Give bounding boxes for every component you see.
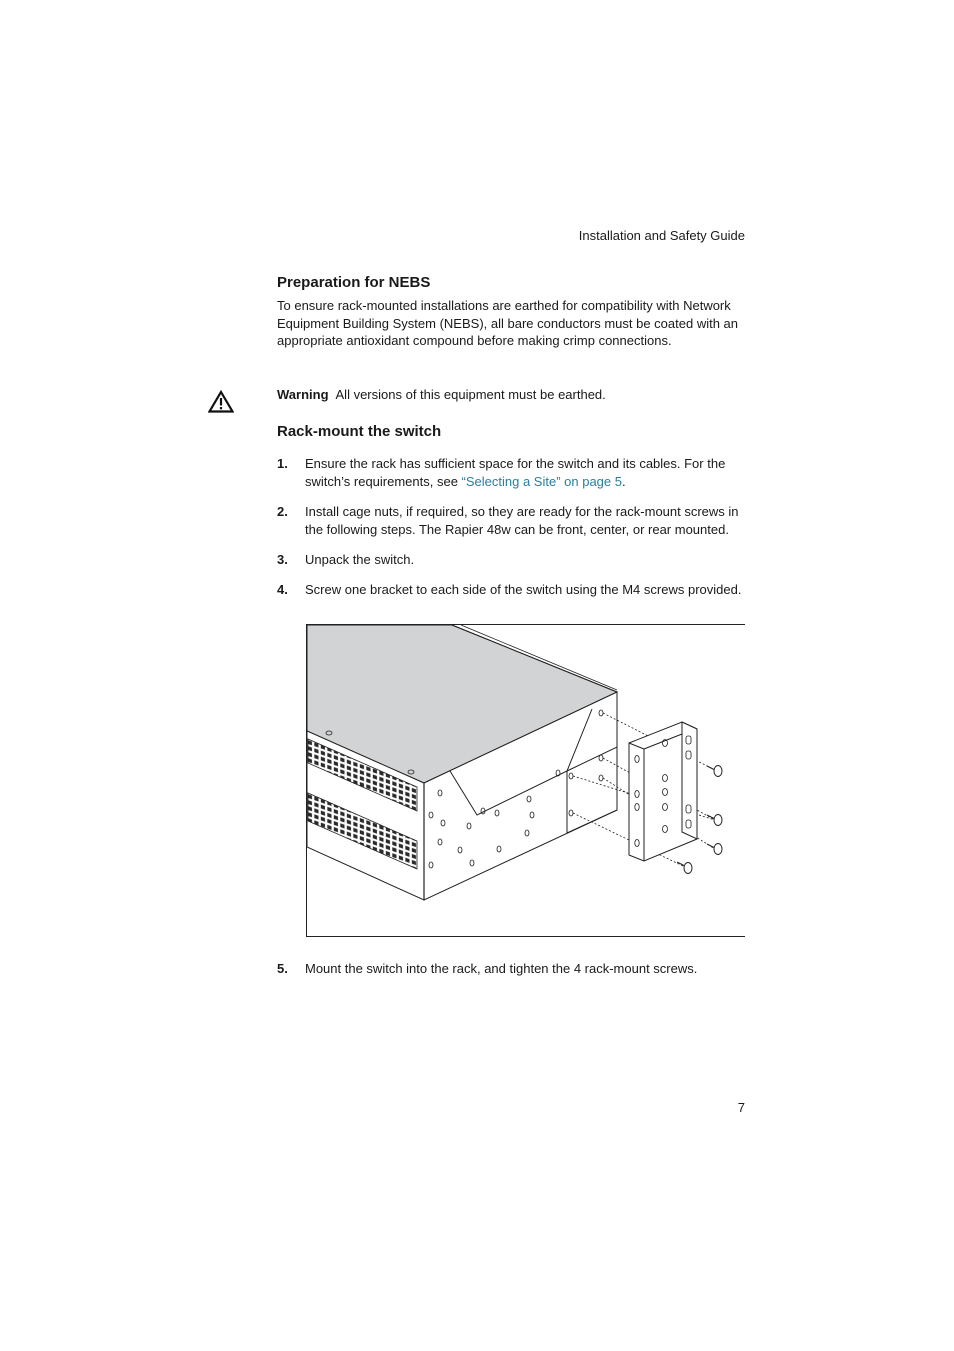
step-text-part: . — [621, 473, 626, 489]
warning-note — [277, 386, 747, 403]
step-text — [305, 455, 747, 490]
selecting-a-site-link[interactable]: “Selecting a Site” on page 5 — [461, 473, 622, 489]
step-text: Install cage nuts, if required, so they are ready for the rack-mount screws in the following steps. The Rapier 48w can be front, center, or rear mounted. — [305, 504, 739, 537]
warning-text: All versions of this equipment must be earthed. — [335, 387, 606, 402]
switch-bracket-illustration — [307, 625, 745, 937]
step-number: 2. — [277, 504, 288, 519]
step-text: Mount the switch into the rack, and tighten the 4 rack-mount screws. — [305, 961, 698, 976]
page-number: 7 — [737, 1100, 745, 1115]
step-text-part: Ensure the rack has sufficient space for the switch and its cables. For the switch’s requirements, see — [305, 456, 726, 489]
rack-bracket — [629, 722, 697, 861]
bracket-installation-figure — [306, 624, 745, 937]
step-1 — [277, 455, 747, 490]
step-3 — [277, 551, 747, 569]
running-header: Installation and Safety Guide — [578, 228, 745, 243]
step-number: 3. — [277, 552, 288, 567]
section-heading-rackmount: Rack-mount the switch — [277, 423, 442, 440]
step-number: 1. — [277, 456, 288, 471]
warning-label: Warning — [277, 387, 329, 402]
step-number: 5. — [277, 961, 288, 976]
nebs-paragraph: To ensure rack-mounted installations are earthed for compatibility with Network Equipment Building System (NEBS), all bare conductors must be coated with an appropriate antioxidant compound before making crimp connections. — [277, 298, 739, 349]
section-heading-nebs: Preparation for NEBS — [277, 274, 431, 291]
step-5 — [277, 960, 747, 978]
warning-triangle-icon — [208, 390, 234, 413]
step-text: Screw one bracket to each side of the switch using the M4 screws provided. — [305, 582, 742, 597]
step-4 — [277, 581, 747, 599]
step-number: 4. — [277, 582, 288, 597]
step-2 — [277, 503, 747, 538]
step-text: Unpack the switch. — [305, 552, 415, 567]
